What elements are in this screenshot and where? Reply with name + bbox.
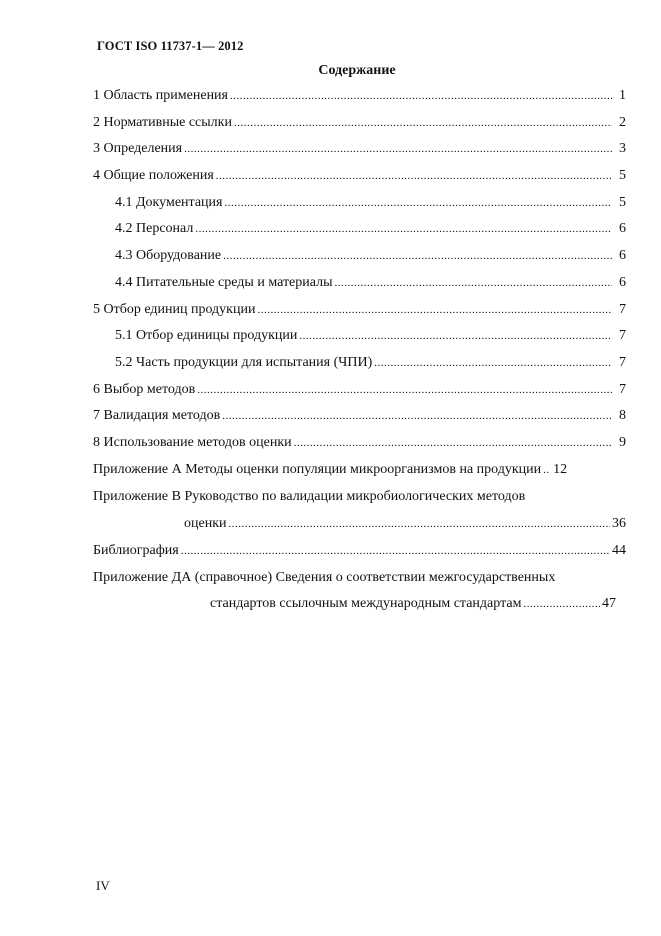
- toc-page: 44: [612, 543, 626, 558]
- toc-leader: [195, 223, 612, 235]
- toc-label: оценки: [184, 516, 227, 531]
- toc-entry-6: [93, 382, 626, 402]
- toc-label: стандартов ссылочным международным стандартам: [210, 596, 522, 611]
- toc-entry-8: [93, 435, 626, 455]
- toc-entry-annex-b-line1: [93, 489, 626, 509]
- toc-leader: [299, 330, 612, 342]
- page-title: Содержание: [318, 63, 396, 78]
- toc-entry-annex-da-line1: [93, 570, 626, 590]
- toc-entry-2: [93, 115, 626, 135]
- toc-page: 36: [612, 516, 626, 531]
- toc-entry-3: [93, 141, 626, 161]
- toc-label: 5.1 Отбор единицы продукции: [115, 328, 298, 343]
- toc-entry-4: [93, 168, 626, 188]
- toc-leader: [222, 410, 612, 422]
- toc-label: 4.4 Питательные среды и материалы: [115, 275, 333, 290]
- toc-label: 5.2 Часть продукции для испытания (ЧПИ): [115, 355, 373, 370]
- toc-leader: [257, 304, 612, 316]
- toc-label: 3 Определения: [93, 141, 183, 156]
- toc-page: 7: [619, 382, 626, 397]
- toc-leader: [181, 545, 610, 557]
- toc-leader: [216, 170, 612, 182]
- toc-entry-4-2: [115, 221, 626, 241]
- toc-label: 2 Нормативные ссылки: [93, 115, 232, 130]
- toc-label: Приложение В Руководство по валидации микробиологических методов: [93, 489, 526, 504]
- toc-page: 7: [619, 302, 626, 317]
- toc-leader: [229, 518, 611, 530]
- toc-leader: [335, 277, 613, 289]
- toc-leader: [224, 197, 612, 209]
- toc-label: 1 Область применения: [93, 88, 228, 103]
- toc-page: 1: [619, 88, 626, 103]
- toc-page: 9: [619, 435, 626, 450]
- toc-label: 4 Общие положения: [93, 168, 214, 183]
- toc-leader: [197, 384, 612, 396]
- toc-leader: [230, 90, 612, 102]
- toc-page: 6: [619, 248, 626, 263]
- toc-page: 2: [619, 115, 626, 130]
- toc-entry-5-1: [115, 328, 626, 348]
- toc-page: 6: [619, 221, 626, 236]
- toc-entry-annex-a: [93, 462, 626, 482]
- document-header: ГОСТ ISO 11737-1— 2012: [97, 39, 244, 53]
- toc-label: 7 Валидация методов: [93, 408, 221, 423]
- toc-page: 8: [619, 408, 626, 423]
- toc-leader: [184, 143, 612, 155]
- toc-page: 5: [619, 195, 626, 210]
- toc-entry-7: [93, 408, 626, 428]
- toc-leader: [234, 117, 612, 129]
- toc-page: 3: [619, 141, 626, 156]
- toc-label: Приложение А Методы оценки популяции микроорганизмов на продукции: [93, 462, 542, 477]
- toc-entry-annex-b-line2: [184, 516, 626, 536]
- toc-label: 4.2 Персонал: [115, 221, 194, 236]
- toc-page: 7: [619, 355, 626, 370]
- toc-entry-4-1: [115, 195, 626, 215]
- toc-entry-4-3: [115, 248, 626, 268]
- toc-entry-bibliography: [93, 543, 626, 563]
- toc-label: Библиография: [93, 543, 179, 558]
- toc-leader: [374, 357, 612, 369]
- toc-page: 7: [619, 328, 626, 343]
- toc-label: 5 Отбор единиц продукции: [93, 302, 256, 317]
- toc-entry-5: [93, 302, 626, 322]
- toc-label: 8 Использование методов оценки: [93, 435, 292, 450]
- toc-page: 5: [619, 168, 626, 183]
- toc-leader: [543, 464, 549, 476]
- toc-entry-1: [93, 88, 626, 108]
- toc-entry-annex-da-line2: [210, 596, 616, 616]
- toc-page: 12: [553, 462, 568, 477]
- toc-entry-4-4: [115, 275, 626, 295]
- toc-label: Приложение ДА (справочное) Сведения о соответствии межгосударственных: [93, 570, 556, 585]
- toc-label: 4.3 Оборудование: [115, 248, 222, 263]
- toc-page: 6: [619, 275, 626, 290]
- page-number: IV: [96, 878, 110, 893]
- toc-leader: [223, 250, 612, 262]
- toc-label: 4.1 Документация: [115, 195, 223, 210]
- toc-leader: [523, 598, 600, 610]
- toc-label: 6 Выбор методов: [93, 382, 196, 397]
- toc-entry-5-2: [115, 355, 626, 375]
- toc-leader: [294, 437, 612, 449]
- toc-page: 47: [602, 596, 616, 611]
